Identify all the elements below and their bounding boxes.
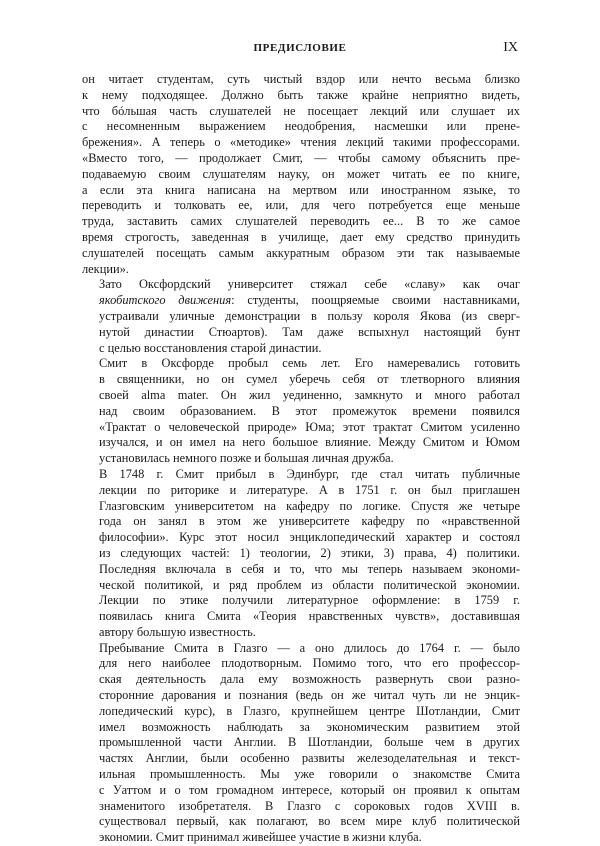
text-line: Лекции по этике получили литературное оформление: в 1759 г. <box>99 593 520 608</box>
text-line: из следующих частей: 1) теологии, 2) этики, 3) права, 4) политики. <box>99 545 520 560</box>
text-line: Зато Оксфордский университет стяжал себе «славу» как очаг <box>99 277 520 292</box>
text-line: переводить и толковать ее, или, для чего потребуется еще меньше <box>82 198 520 213</box>
text-line: изучался, и он имел на него большое влияние. Между Смитом и Юмом <box>99 435 520 450</box>
text-line: что бóльшая часть слушателей не посещает лекций или слушает их <box>82 103 520 118</box>
text-line: частях Англии, были особенно развиты железоделательная и текст- <box>99 751 520 766</box>
text-line: ская деятельность дала ему возможность развернуть свои разно- <box>99 672 520 687</box>
text-line: для него наиболее плодотворным. Помимо того, что его профессор- <box>99 656 520 671</box>
text-line: Пребывание Смита в Глазго — а оно длилось до 1764 г. — было <box>99 640 520 655</box>
text-line: лекции по риторике и литературе. А в 1751 г. он был приглашен <box>99 482 520 497</box>
text-line: экономии. Смит принимал живейшее участие в жизни клуба. <box>99 830 422 845</box>
text-line: промышленной части Англии. В Шотландии, больше чем в других <box>99 735 520 750</box>
text-line: своей alma mater. Он жил уединенно, замкнуто и много работал <box>99 387 520 402</box>
running-title: ПРЕДИСЛОВИЕ <box>253 42 347 54</box>
text-line: над своим образованием. В этот промежуток времени появился <box>99 403 520 418</box>
text-line: Последняя включала в себя и то, что мы теперь называем экономи- <box>99 561 520 576</box>
text-line: он читает студентам, суть чистый вздор или нечто весьма близко <box>82 72 520 86</box>
text-line: к нему подходящее. Должно быть также крайне неприятно видеть, <box>82 87 520 102</box>
text-line: автору большую известность. <box>99 624 256 639</box>
paragraph <box>82 467 520 641</box>
text-line: устраивали уличные демонстрации в пользу короля Якова (из сверг- <box>99 308 520 323</box>
text-line: установилась немного позже и большая личная дружба. <box>99 451 394 466</box>
text-line: В 1748 г. Смит прибыл в Эдинбург, где стал читать публичные <box>99 466 520 481</box>
text-line: якобитского движения: студенты, поощряемые своими наставниками, <box>99 293 520 308</box>
body-text <box>82 72 520 846</box>
paragraph <box>82 72 520 277</box>
text-line: Глазговским университетом на кафедру по логике. Спустя же четыре <box>99 498 520 513</box>
page-number: IX <box>503 40 518 55</box>
text-line: знаменитого изобретателя. В Глазго с сороковых годов XVIII в. <box>99 798 520 813</box>
text-line: с несомненным выражением неодобрения, насмешки или прене- <box>82 119 520 134</box>
paragraph <box>82 356 520 467</box>
text-line: с целью восстановления старой династии. <box>99 340 322 355</box>
text-line: брежения». А теперь о «методике» чтения лекций такими профессорами. <box>82 135 520 150</box>
text-line: слушателей посещать самым аккуратным образом эти так называемые <box>82 245 520 260</box>
text-line: философии». Курс этот носил энциклопедический характер и состоял <box>99 530 520 545</box>
text-line: года он занял в этом же университете кафедру по «нравственной <box>99 514 520 529</box>
text-line: в священники, но он сумел уберечь себя от тлетворного влияния <box>99 372 520 387</box>
text-line: труда, заставить самих слушателей переводить ее... В то же самое <box>82 214 520 229</box>
text-line: появилась книга Смита «Теория нравственных чувств», доставившая <box>99 609 520 624</box>
text-line: лекции». <box>82 261 129 276</box>
text-line: а если эта книга написана на мертвом или иностранном языке, то <box>82 182 520 197</box>
text-line: подаваемую своим слушателям науку, он может читать ее по книге, <box>82 166 520 181</box>
text-line: ильная промышленность. Мы уже говорили о знакомстве Смита <box>99 767 520 782</box>
text-line: с Уаттом и о том громадном интересе, который он проявил к опытам <box>99 782 520 797</box>
text-line: лопедический курс), в Глазго, крупнейшем центре Шотландии, Смит <box>99 703 520 718</box>
text-line: сторонние дарования и познания (ведь он же читал чуть ли не энцик- <box>99 688 520 703</box>
text-line: имел возможность наблюдать за экономическим развитием этой <box>99 719 520 734</box>
text-line: «Трактат о человеческой природе» Юма; этот трактат Смитом усиленно <box>99 419 520 434</box>
paragraph <box>82 641 520 846</box>
text-line: ческой политикой, и ряд проблем из области политической экономии. <box>99 577 520 592</box>
text-line: Смит в Оксфорде пробыл семь лет. Его намеревались готовить <box>99 356 520 371</box>
text-line: «Вместо того, — продолжает Смит, — чтобы самому объяснить пре- <box>82 150 520 165</box>
paragraph <box>82 277 520 356</box>
text-line: существовал первый, как полагают, во всем мире клуб политической <box>99 814 520 829</box>
text-line: время строгость, заведенная в училище, дает ему средство принудить <box>82 229 520 244</box>
text-line: нутой династии Стюартов). Там даже вспыхнул настоящий бунт <box>99 324 520 339</box>
page-header <box>82 42 518 60</box>
